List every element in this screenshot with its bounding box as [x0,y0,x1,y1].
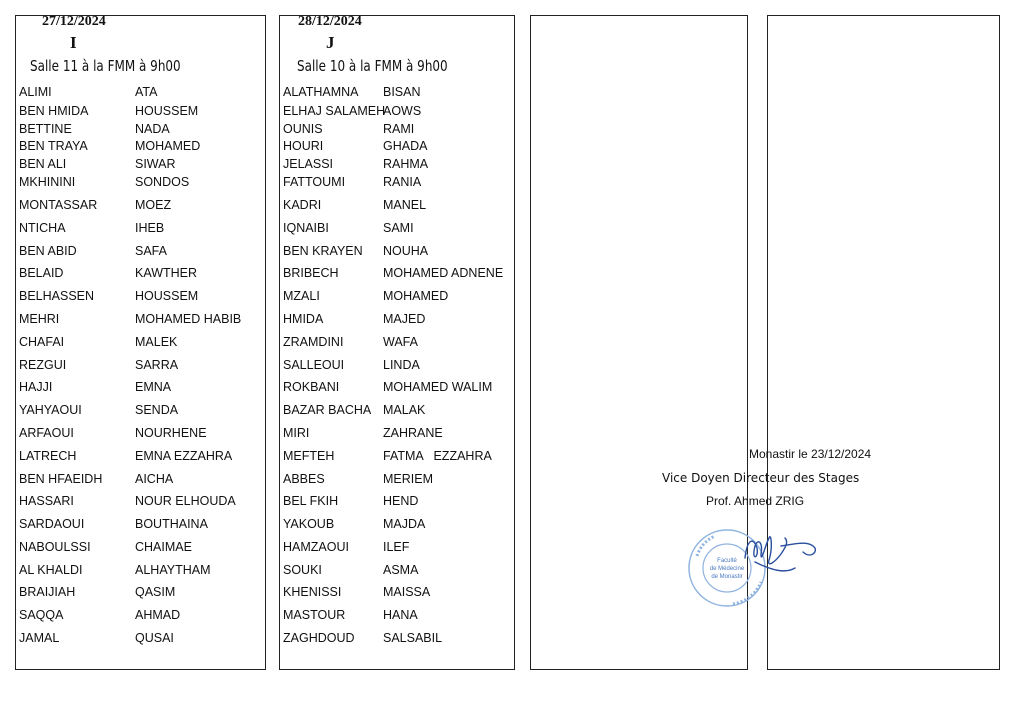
group-letter-j: J [326,33,335,52]
student-first-name: SONDOS [135,175,190,189]
student-last-name: HOURI [283,139,324,153]
student-last-name: ELHAJ SALAMEH [283,104,386,118]
student-last-name: MEFTEH [283,449,335,463]
student-first-name: NOURHENE [135,426,207,440]
student-last-name: MONTASSAR [19,198,98,212]
date-group-j: 28/12/2024 [298,14,362,29]
student-last-name: BEN HFAEIDH [19,472,103,486]
student-last-name: BETTINE [19,122,72,136]
student-last-name: ARFAOUI [19,426,74,440]
student-last-name: YAHYAOUI [19,403,82,417]
student-last-name: SALLEOUI [283,358,345,372]
student-last-name: JELASSI [283,157,334,171]
place-date: Monastir le 23/12/2024 [749,447,872,461]
student-last-name: REZGUI [19,358,67,372]
student-first-name: NOUR ELHOUDA [135,494,236,508]
student-first-name: MANEL [383,198,427,212]
student-last-name: HAJJI [19,380,53,394]
student-first-name: ILEF [383,540,410,554]
student-first-name: IHEB [135,221,165,235]
student-first-name: SAMI [383,221,414,235]
student-last-name: BEN ALI [19,157,67,171]
student-first-name: EMNA EZZAHRA [135,449,233,463]
student-last-name: ZRAMDINI [283,335,344,349]
student-last-name: BEN ABID [19,244,77,258]
student-last-name: LATRECH [19,449,77,463]
student-first-name: MERIEM [383,472,433,486]
student-last-name: SAQQA [19,608,64,622]
svg-text:Faculté: Faculté [717,558,737,564]
student-first-name: RAHMA [383,157,429,171]
student-first-name: MAISSA [383,585,431,599]
student-last-name: CHAFAI [19,335,65,349]
student-last-name: BEN TRAYA [19,139,88,153]
student-last-name: YAKOUB [283,517,335,531]
student-first-name: NOUHA [383,244,429,258]
student-first-name: MALAK [383,403,426,417]
student-first-name: QUSAI [135,631,174,645]
student-first-name: ATA [135,85,158,99]
student-first-name: MALEK [135,335,178,349]
student-first-name: NADA [135,122,170,136]
date-group-i: 27/12/2024 [42,14,106,29]
student-last-name: KADRI [283,198,322,212]
student-last-name: SOUKI [283,563,322,577]
room-info-group-i: Salle 11 à la FMM à 9h00 [30,57,181,75]
student-last-name: MIRI [283,426,310,440]
student-first-name: QASIM [135,585,176,599]
student-first-name: HEND [383,494,419,508]
student-last-name: BAZAR BACHA [283,403,372,417]
student-first-name: RANIA [383,175,422,189]
student-last-name: MASTOUR [283,608,346,622]
student-first-name: MOHAMED WALIM [383,380,493,394]
student-first-name: FATMA EZZAHRA [383,449,492,463]
student-first-name: WAFA [383,335,418,349]
student-last-name: ROKBANI [283,380,340,394]
student-first-name: LINDA [383,358,420,372]
student-first-name: AHMAD [135,608,181,622]
student-last-name: KHENISSI [283,585,342,599]
student-last-name: HASSARI [19,494,74,508]
student-last-name: BELHASSEN [19,289,95,303]
student-first-name: SAFA [135,244,167,258]
student-first-name: AOWS [383,104,422,118]
student-last-name: ABBES [283,472,325,486]
student-last-name: MZALI [283,289,320,303]
svg-text:de Monastir: de Monastir [711,574,743,580]
student-first-name: HOUSSEM [135,104,199,118]
student-first-name: ZAHRANE [383,426,443,440]
student-first-name: MOHAMED [383,289,449,303]
student-first-name: SIWAR [135,157,176,171]
group-letter-i: I [70,33,77,52]
student-first-name: MAJED [383,312,426,326]
student-first-name: SALSABIL [383,631,443,645]
student-last-name: ZAGHDOUD [283,631,355,645]
student-first-name: HOUSSEM [135,289,199,303]
student-first-name: BOUTHAINA [135,517,208,531]
student-first-name: ASMA [383,563,419,577]
student-last-name: FATTOUMI [283,175,346,189]
student-first-name: SENDA [135,403,179,417]
student-last-name: ALATHAMNA [283,85,359,99]
student-first-name: MAJDA [383,517,426,531]
student-last-name: ALIMI [19,85,52,99]
signatory-role: Vice Doyen Directeur des Stages [662,471,860,485]
student-last-name: AL KHALDI [19,563,83,577]
student-first-name: AICHA [135,472,174,486]
student-first-name: MOHAMED [135,139,201,153]
student-last-name: IQNAIBI [283,221,329,235]
student-last-name: MKHININI [19,175,76,189]
student-first-name: ALHAYTHAM [135,563,211,577]
student-last-name: HMIDA [283,312,324,326]
student-last-name: BRAIJIAH [19,585,76,599]
student-last-name: BEL FKIH [283,494,339,508]
student-last-name: NABOULSSI [19,540,91,554]
student-last-name: MEHRI [19,312,60,326]
signatory-name: Prof. Ahmed ZRIG [706,494,805,508]
student-first-name: BISAN [383,85,421,99]
svg-text:de Médecine: de Médecine [709,566,745,572]
student-last-name: BEN HMIDA [19,104,89,118]
student-last-name: BEN KRAYEN [283,244,363,258]
student-first-name: HANA [383,608,418,622]
student-last-name: OUNIS [283,122,323,136]
student-first-name: MOHAMED HABIB [135,312,242,326]
student-last-name: SARDAOUI [19,517,85,531]
student-last-name: NTICHA [19,221,66,235]
student-first-name: MOEZ [135,198,172,212]
student-first-name: KAWTHER [135,266,198,280]
student-last-name: BRIBECH [283,266,339,280]
student-first-name: RAMI [383,122,415,136]
student-first-name: GHADA [383,139,428,153]
student-last-name: BELAID [19,266,64,280]
room-info-group-j: Salle 10 à la FMM à 9h00 [297,57,448,75]
student-first-name: CHAIMAE [135,540,192,554]
official-stamp-signature [685,518,835,618]
student-first-name: EMNA [135,380,172,394]
student-last-name: HAMZAOUI [283,540,349,554]
student-first-name: SARRA [135,358,179,372]
student-last-name: JAMAL [19,631,60,645]
student-first-name: MOHAMED ADNENE [383,266,504,280]
